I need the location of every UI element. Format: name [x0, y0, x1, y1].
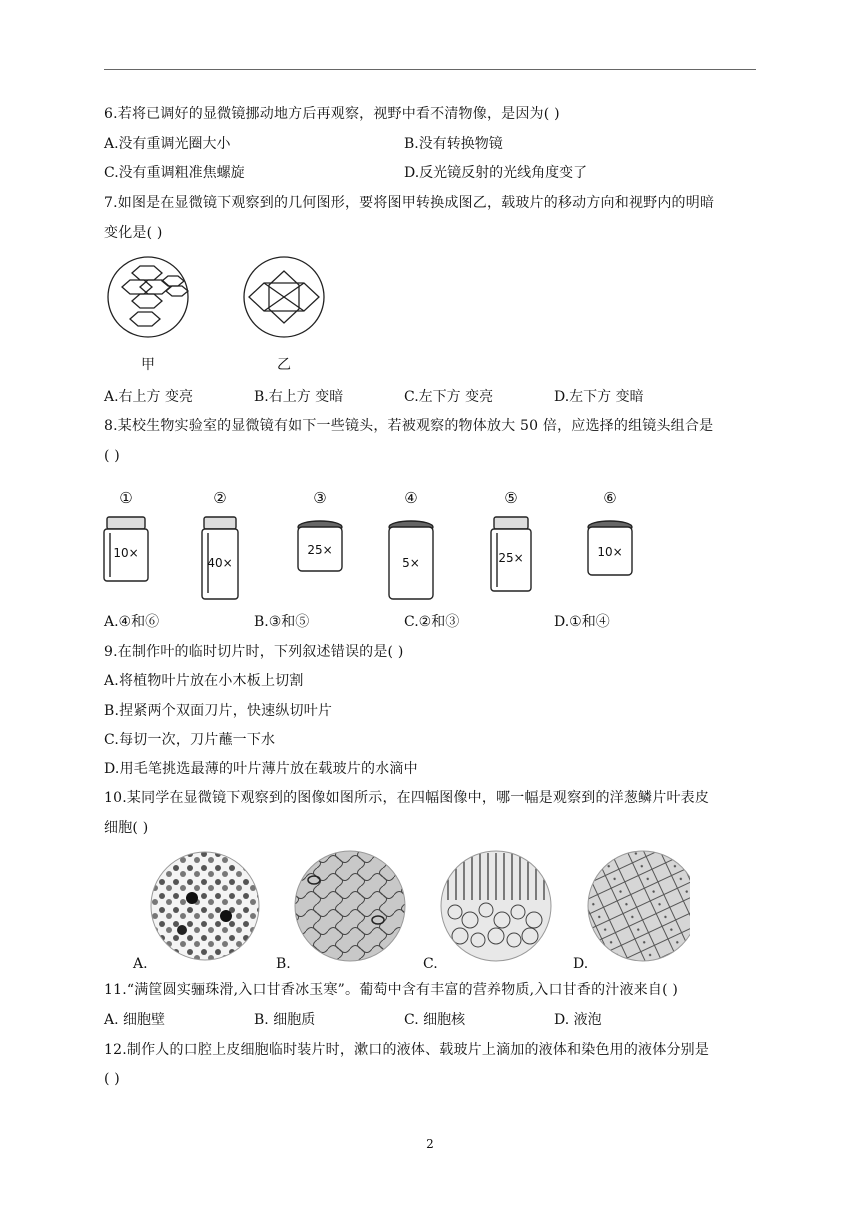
lens-6-number: ⑥: [603, 489, 617, 507]
q6-option-d: D.反光镜反射的光线角度变了: [404, 165, 588, 181]
micrograph-d-onion-epidermis: [586, 850, 690, 962]
lens-4-magnification: 5×: [402, 556, 420, 570]
q12-stem-line1: 12.制作人的口腔上皮细胞临时装片时，漱口的液体、载玻片上滴加的液体和染色用的液体分别是: [104, 1042, 710, 1058]
q8-stem-line2: ( ): [104, 448, 120, 464]
q8-stem-line1: 8.某校生物实验室的显微镜有如下一些镜头，若被观察的物体放大 50 倍，应选择的组镜头组合是: [104, 418, 714, 434]
q6-stem: 6.若将已调好的显微镜挪动地方后再观察，视野中看不清物像，是因为( ): [104, 106, 560, 122]
q7-microscope-views: [104, 253, 364, 348]
lens-2-number: ②: [213, 489, 227, 507]
q7-label-yi: 乙: [277, 357, 291, 373]
q9-option-d: D.用毛笔挑选最薄的叶片薄片放在载玻片的水滴中: [104, 761, 418, 777]
q9-option-c: C.每切一次，刀片蘸一下水: [104, 732, 276, 748]
q7-option-c: C.左下方 变亮: [404, 389, 494, 405]
q7-option-d: D.左下方 变暗: [554, 389, 644, 405]
lens-3-number: ③: [313, 489, 327, 507]
q6-option-b: B.没有转换物镜: [404, 136, 503, 152]
q11-option-a: A. 细胞壁: [104, 1012, 166, 1028]
page-number: 2: [426, 1137, 434, 1151]
q10-label-b: B.: [276, 956, 291, 972]
q7-stem-line1: 7.如图是在显微镜下观察到的几何图形，要将图甲转换成图乙，载玻片的移动方向和视野内的明暗: [104, 195, 715, 211]
q10-label-c: C.: [423, 956, 438, 972]
q9-option-a: A.将植物叶片放在小木板上切割: [104, 673, 304, 689]
q7-stem-line2: 变化是( ): [104, 225, 163, 241]
q11-stem: 11.“满筐圆实骊珠滑,入口甘香冰玉寒”。葡萄中含有丰富的营养物质,入口甘香的汁液来自( ): [104, 982, 679, 998]
q6-option-c: C.没有重调粗准焦螺旋: [104, 165, 245, 181]
q8-lens-set: [100, 485, 660, 610]
q8-option-c: C.②和③: [404, 614, 460, 630]
lens-5-number: ⑤: [504, 489, 518, 507]
q11-option-c: C. 细胞核: [404, 1012, 466, 1028]
lens-1-number: ①: [119, 489, 133, 507]
lens-4-number: ④: [404, 489, 418, 507]
q9-option-b: B.捏紧两个双面刀片，快速纵切叶片: [104, 703, 333, 719]
lens-5-magnification: 25×: [498, 551, 524, 565]
q10-label-a: A.: [133, 956, 148, 972]
q11-option-d: D. 液泡: [554, 1012, 602, 1028]
q9-stem: 9.在制作叶的临时切片时，下列叙述错误的是( ): [104, 644, 404, 660]
view-yi-circle: [244, 257, 324, 337]
q8-option-d: D.①和④: [554, 614, 610, 630]
q7-option-b: B.右上方 变暗: [254, 389, 344, 405]
q10-stem-line2: 细胞( ): [104, 820, 149, 836]
q8-option-b: B.③和⑤: [254, 614, 310, 630]
q12-stem-line2: ( ): [104, 1071, 120, 1087]
q6-option-a: A.没有重调光圈大小: [104, 136, 231, 152]
lens-6-magnification: 10×: [597, 545, 623, 559]
q11-option-b: B. 细胞质: [254, 1012, 316, 1028]
lens-1-magnification: 10×: [113, 546, 139, 560]
q8-option-a: A.④和⑥: [104, 614, 160, 630]
q10-stem-line1: 10.某同学在显微镜下观察到的图像如图所示，在四幅图像中，哪一幅是观察到的洋葱鳞片叶表皮: [104, 790, 710, 806]
header-rule: [104, 69, 756, 70]
micrograph-a-blood-cells: [150, 850, 260, 962]
q7-option-a: A.右上方 变亮: [104, 389, 194, 405]
lens-3-magnification: 25×: [307, 543, 333, 557]
view-jia-circle: [108, 257, 188, 337]
q10-label-d: D.: [573, 956, 589, 972]
q7-label-jia: 甲: [141, 357, 155, 373]
lens-2-magnification: 40×: [207, 556, 233, 570]
q10-micrograph-set: [130, 850, 690, 975]
